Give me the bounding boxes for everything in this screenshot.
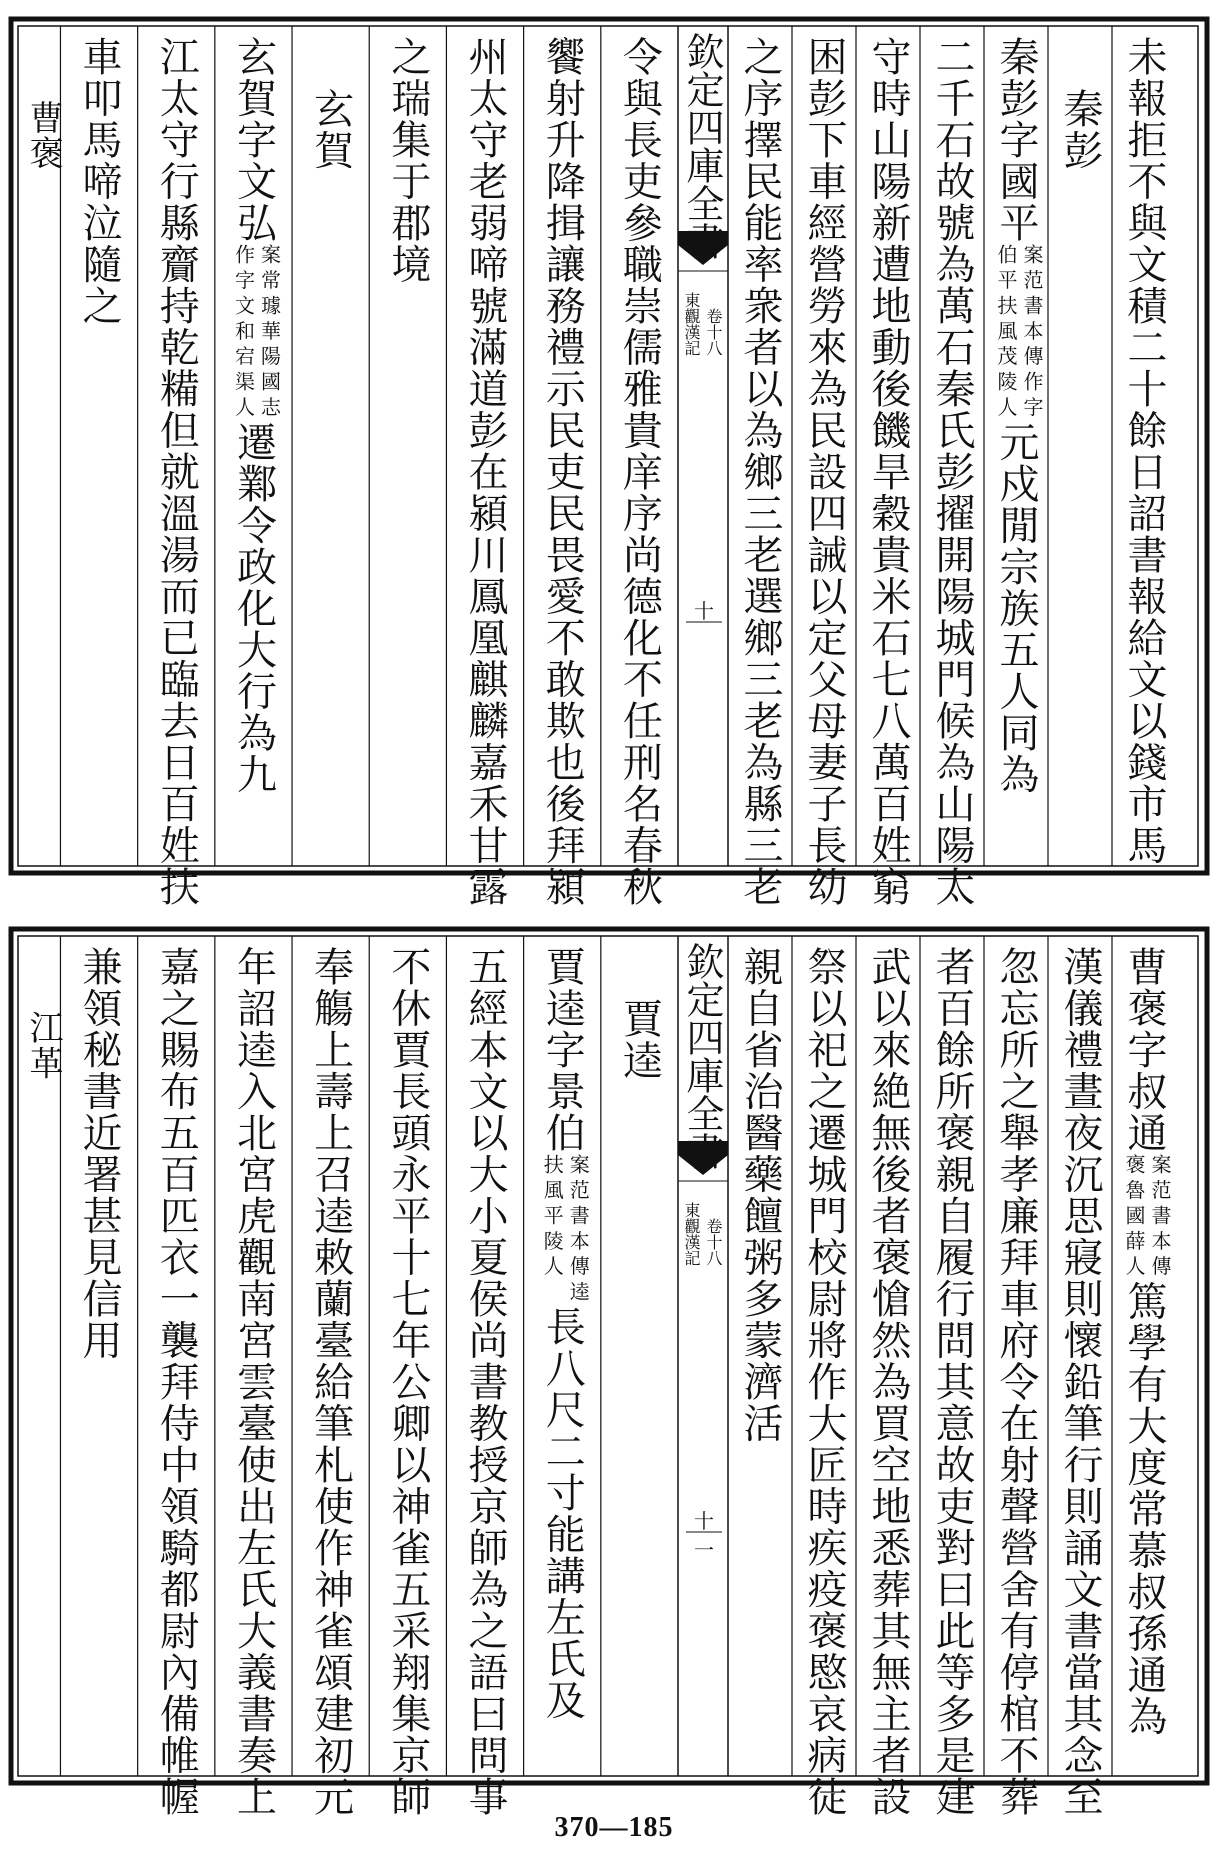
annotation-note-line: 作字文和宕渠人: [231, 243, 256, 422]
column-text: 之序擇民能率衆者以為鄉三老選鄉三老為縣三老: [737, 36, 783, 908]
column-text: 嘉之賜布五百匹衣一襲拜侍中領騎都尉內備帷幄: [153, 946, 200, 1818]
annotation-note: [1121, 1154, 1173, 1281]
column-text: 年詔逵入北宮虎觀南宮雲臺使出左氏大義書奏上: [230, 946, 277, 1818]
column-text: 守時山陽新遭地動後饑旱穀貴米石七八萬百姓窮: [865, 36, 911, 908]
page-bottom: [0, 920, 1228, 1818]
column-text: 兼領秘書近署甚見信用: [76, 946, 123, 1361]
annotation-note-line: 案范書本傳逵: [566, 1153, 591, 1306]
column-text-continued: 元戍閒宗族五人同為: [993, 421, 1039, 795]
bottom-text-column: [224, 946, 282, 1818]
center-volume: 卷十八: [704, 308, 723, 356]
column-text: 祭以祀之遷城門校尉將作大匠時疾疫褒愍哀病徒: [801, 946, 847, 1818]
annotation-note-line: 案范書本傳: [1148, 1153, 1172, 1281]
center-source: 東觀漢記: [682, 1202, 701, 1266]
column-text: 令與長吏參職崇儒雅貴庠序尚德化不任刑名春秋: [616, 36, 663, 908]
bottom-text-column: [987, 946, 1045, 1818]
bottom-text-column: [731, 946, 789, 1444]
column-text: 賈逵字景伯: [539, 946, 586, 1154]
top-text-column: [859, 36, 917, 908]
annotation-note-line: 案范書本傳作字: [1020, 243, 1044, 422]
column-text: 親自省治醫藥饘粥多蒙濟活: [737, 946, 783, 1444]
top-frame: [8, 16, 1210, 908]
bottom-text-column: [533, 946, 591, 1721]
annotation-note: [230, 244, 282, 422]
bottom-text-column: [456, 946, 514, 1818]
center-source: 東觀漢記: [682, 292, 701, 356]
bottom-text-column: [610, 998, 668, 1081]
bottom-margin-label: 江革: [23, 1010, 63, 1081]
top-text-column: [987, 36, 1045, 795]
column-text: 漢儀禮晝夜沉思寢則懷鉛筆行則誦文書當其念至: [1057, 946, 1103, 1818]
column-text: 忽忘所之舉孝廉拜車府令在射聲營舍有停棺不葬: [993, 946, 1039, 1818]
bottom-text-column: [379, 946, 437, 1818]
annotation-note-line: 伯平扶風茂陵人: [994, 243, 1018, 422]
top-text-column: [70, 36, 128, 327]
top-text-column: [533, 36, 591, 908]
bottom-frame: [8, 926, 1210, 1818]
center-folio: 十: [694, 599, 714, 623]
bottom-text-column: [859, 946, 917, 1818]
annotation-note-line: 褒魯國薛人: [1122, 1153, 1146, 1281]
top-center-strip: [678, 30, 728, 862]
bottom-text-column: [923, 946, 981, 1818]
top-text-column: [731, 36, 789, 908]
annotation-note: [539, 1154, 591, 1306]
column-text: 玄賀: [307, 88, 354, 171]
column-text-continued: 遷鄴令政化大行為九: [230, 421, 277, 795]
annotation-note: [993, 244, 1045, 422]
top-text-column: [456, 36, 514, 908]
top-text-column: [379, 36, 437, 285]
column-text: 二千石故號為萬石秦氏彭擢開陽城門候為山陽太: [929, 36, 975, 908]
top-text-column: [923, 36, 981, 908]
column-text: 饗射升降揖讓務禮示民吏民畏愛不敢欺也後拜潁: [539, 36, 586, 908]
column-text-continued: 長八尺二寸能講左氏及: [539, 1305, 586, 1721]
column-text: 不休賈長頭永平十七年公卿以神雀五采翔集京師: [384, 946, 431, 1818]
center-volume: 卷十八: [704, 1218, 723, 1266]
bottom-text-column: [70, 946, 128, 1361]
top-text-column: [1051, 88, 1109, 171]
center-title: 欽定四庫全書: [680, 942, 724, 1170]
center-title: 欽定四庫全書: [680, 32, 724, 260]
bottom-text-column: [795, 946, 853, 1818]
top-text-column: [795, 36, 853, 908]
column-text: 秦彭字國平: [993, 36, 1039, 244]
annotation-note-line: 案常璩華陽國志: [257, 243, 282, 422]
top-text-column: [224, 36, 282, 795]
column-text: 車叩馬啼泣隨之: [76, 36, 123, 327]
center-folio: 十一: [694, 1509, 714, 1562]
column-text: 玄賀字文弘: [230, 36, 277, 244]
column-text: 之瑞集于郡境: [384, 36, 431, 285]
column-text: 奉觴上壽上召逵敕蘭臺給筆札使作神雀頌建初元: [307, 946, 354, 1818]
column-text-continued: 篤學有大度常慕叔孫通為: [1121, 1280, 1167, 1737]
bottom-text-column: [147, 946, 205, 1818]
bottom-center-strip: [678, 940, 728, 1772]
column-text: 秦彭: [1057, 88, 1103, 171]
column-text: 困彭下車經營勞來為民設四誡以定父母妻子長幼: [801, 36, 847, 908]
column-text: 武以來絶無後者褒愴然為買空地悉葬其無主者設: [865, 946, 911, 1818]
bottom-text-column: [1115, 946, 1173, 1737]
column-text: 未報拒不與文積二十餘日詔書報給文以錢市馬: [1121, 36, 1167, 866]
page-number: 370—185: [554, 1812, 674, 1843]
column-text: 賈逵: [616, 998, 663, 1081]
top-text-column: [610, 36, 668, 908]
top-text-column: [302, 88, 360, 171]
column-text: 州太守老弱啼號滿道彭在潁川鳳凰麒麟嘉禾甘露: [462, 36, 509, 908]
page-top: [0, 10, 1228, 908]
top-margin-label: 曹褒: [23, 100, 63, 171]
column-text: 者百餘所褒親自履行問其意故吏對曰此等多是建: [929, 946, 975, 1818]
bottom-text-column: [1051, 946, 1109, 1818]
bottom-text-column: [302, 946, 360, 1818]
top-text-column: [1115, 36, 1173, 866]
column-text: 江太守行縣齎持乾糒但就溫湯而已臨去日百姓扶: [153, 36, 200, 908]
top-text-column: [147, 36, 205, 908]
column-text: 曹褒字叔通: [1121, 946, 1167, 1154]
annotation-note-line: 扶風平陵人: [540, 1153, 565, 1281]
column-text: 五經本文以大小夏侯尚書教授京師為之語曰問事: [462, 946, 509, 1818]
